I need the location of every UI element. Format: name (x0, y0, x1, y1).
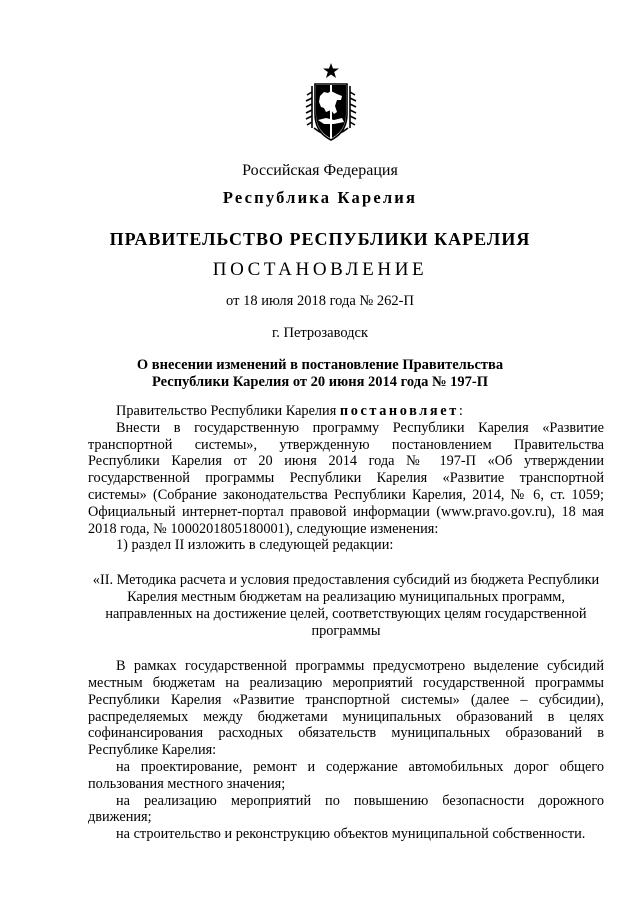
paragraph-amendments: Внести в государственную программу Республики Карелия «Развитие транспортной системы», утвержденную постановлением Правительства Республики Карелия от 20 июня 2014 года № 197-П «Об утверждении государственной программы Республики Карелия «Развитие транспортной системы» (Собрание законодательства Республики Карелия, 2014, № 6, ст. 1059; Официальный интернет-портал правовой информации (www.pravo.gov.ru), 18 мая 2018 года, № 1000201805180001), следующие изменения: (88, 419, 604, 537)
document-title (0, 357, 640, 391)
paragraph-subsidies: В рамках государственной программы предусмотрено выделение субсидий местным бюджетам на реализацию мероприятий государственной программы Республики Карелия «Развитие транспортной системы» (далее – субсидии), распределяемых между бюджетами муниципальных образований в целях софинансирования расходных обязательств муниципальных образований в Республике Карелия: (88, 658, 604, 759)
paragraph-item-1: 1) раздел II изложить в следующей редакции: (116, 537, 394, 554)
intro-prefix: Правительство Республики Карелия (116, 403, 340, 419)
karelia-coat-of-arms-icon (304, 62, 358, 148)
section-heading: «II. Методика расчета и условия предоставления субсидий из бюджета Республики Карелия местным бюджетам на реализацию муниципальных программ, направленных на достижение целей, соответствующих целям государственной программы (92, 572, 600, 640)
list-item-design-repair: на проектирование, ремонт и содержание автомобильных дорог общего пользования местного значения; (88, 758, 604, 792)
document-body (88, 403, 604, 843)
document-date: от 18 июля 2018 года № 262-П (226, 293, 414, 309)
government-title: ПРАВИТЕЛЬСТВО РЕСПУБЛИКИ КАРЕЛИЯ (109, 229, 531, 249)
document-type: ПОСТАНОВЛЕНИЕ (212, 259, 428, 280)
city-label: г. Петрозаводск (271, 325, 369, 341)
list-item-road-safety: на реализацию мероприятий по повышению безопасности дорожного движения; (88, 792, 604, 826)
intro-suffix: : (458, 403, 463, 419)
list-item-construction: на строительство и реконструкцию объектов муниципальной собственности. (116, 826, 586, 843)
decree-word: постановляет (339, 403, 459, 419)
title-line-1: О внесении изменений в постановление Правительства (136, 357, 504, 373)
title-line-2: Республики Карелия от 20 июня 2014 года № 197-П (151, 374, 488, 390)
intro-paragraph (88, 403, 604, 420)
federation-label: Российская Федерация (242, 162, 398, 179)
republic-label: Республика Карелия (222, 188, 418, 207)
